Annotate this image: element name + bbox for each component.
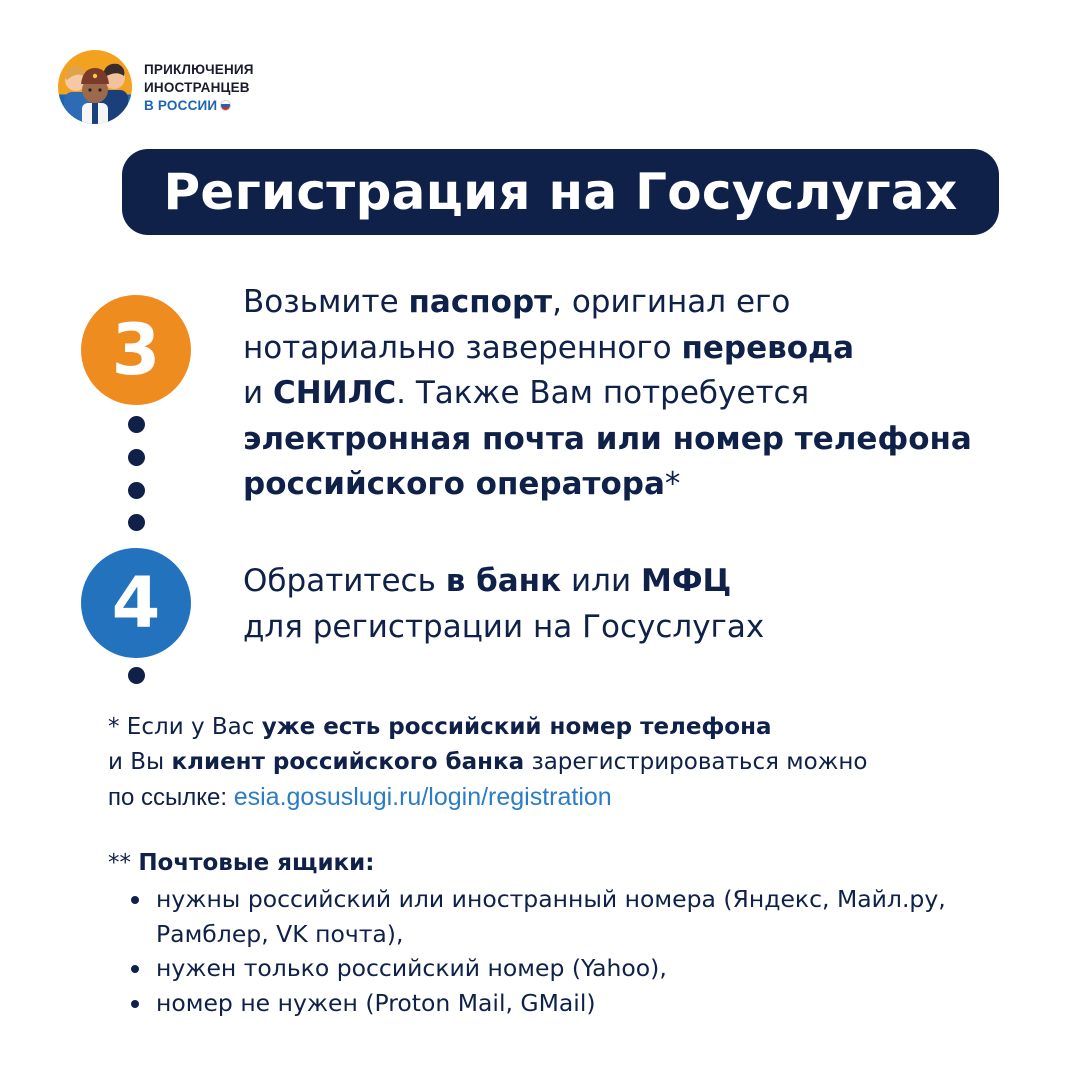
page-title: Регистрация на Госуслугах xyxy=(122,149,999,235)
step-3-text xyxy=(243,280,972,508)
step-3-badge: 3 xyxy=(81,295,191,405)
step-3-line-1 xyxy=(243,280,972,326)
list-item xyxy=(156,986,946,1021)
text-segment: Возьмите xyxy=(243,284,409,320)
text-segment: нотариально заверенного xyxy=(243,329,682,366)
bullet-icon xyxy=(131,896,139,904)
bold-translation: перевода xyxy=(681,329,854,366)
brand-line-2: ИНОСТРАНЦЕВ xyxy=(144,80,250,95)
step-4-line-2: для регистрации на Госуслугах xyxy=(243,608,765,645)
brand-name xyxy=(144,61,254,115)
step-4-line-1 xyxy=(243,559,764,605)
text-segment: , оригинал его xyxy=(552,284,791,320)
bold-email-phone: электронная почта или номер телефона xyxy=(243,420,972,457)
timeline-dot xyxy=(128,667,145,684)
text-segment: * xyxy=(664,466,681,502)
text-segment: по ссылке: xyxy=(108,784,234,811)
brand-line-1: ПРИКЛЮЧЕНИЯ xyxy=(144,62,254,77)
mailboxes-heading xyxy=(108,846,374,881)
text-segment: и xyxy=(243,375,274,411)
footnote-line-3 xyxy=(108,780,867,816)
footnote-line-1 xyxy=(108,710,867,745)
text-segment: Обратитесь xyxy=(243,563,446,599)
mailboxes-title: Почтовые ящики: xyxy=(138,850,375,876)
brand-line-3-text: В РОССИИ xyxy=(144,98,218,113)
brand-line-3 xyxy=(144,97,254,115)
step-4-badge: 4 xyxy=(81,548,191,658)
text-segment: или xyxy=(561,563,641,599)
bold-bank: в банк xyxy=(445,563,562,599)
footnote xyxy=(108,710,867,816)
text-segment: зарегистрироваться можно xyxy=(524,749,868,775)
list-item-line: нужны российский или иностранный номера (Яндекс, Майл.ру, xyxy=(156,885,946,913)
text-segment: . Также Вам потребуется xyxy=(396,375,810,411)
list-item xyxy=(156,951,946,986)
list-item-line: нужен только российский номер (Yahoo), xyxy=(156,954,667,982)
registration-link[interactable]: esia.gosuslugi.ru/login/registration xyxy=(233,783,612,811)
text-segment: и Вы xyxy=(108,749,172,775)
list-item-line: Рамблер, VK почта), xyxy=(156,919,404,948)
timeline-dot xyxy=(128,449,145,466)
text-segment: * Если у Вас xyxy=(108,714,262,740)
brand-logo xyxy=(58,50,298,130)
step-3-line-3 xyxy=(243,371,972,417)
timeline-dot xyxy=(128,416,145,433)
russian-flag-icon xyxy=(220,100,231,111)
bullet-icon xyxy=(131,965,139,973)
bold-passport: паспорт xyxy=(408,284,553,320)
text-segment: ** xyxy=(108,850,139,876)
bullet-icon xyxy=(131,1000,139,1008)
bold-snils: СНИЛС xyxy=(273,375,397,411)
bold-operator: российского оператора xyxy=(243,466,665,502)
step-3-line-4 xyxy=(243,417,972,463)
bold-bank-client: клиент российского банка xyxy=(171,749,525,775)
mailboxes-list xyxy=(156,882,946,1020)
bold-mfc: МФЦ xyxy=(640,563,732,599)
step-4-text xyxy=(243,559,764,650)
mascots-icon xyxy=(58,50,132,124)
step-3-line-2 xyxy=(243,326,972,372)
bold-phone: уже есть российский номер телефона xyxy=(261,714,772,740)
step-3-line-5 xyxy=(243,462,972,508)
list-item xyxy=(156,882,946,951)
list-item-line: номер не нужен (Proton Mail, GMail) xyxy=(156,988,596,1017)
timeline-dot xyxy=(128,482,145,499)
timeline-dot xyxy=(128,514,145,531)
footnote-line-2 xyxy=(108,745,867,780)
